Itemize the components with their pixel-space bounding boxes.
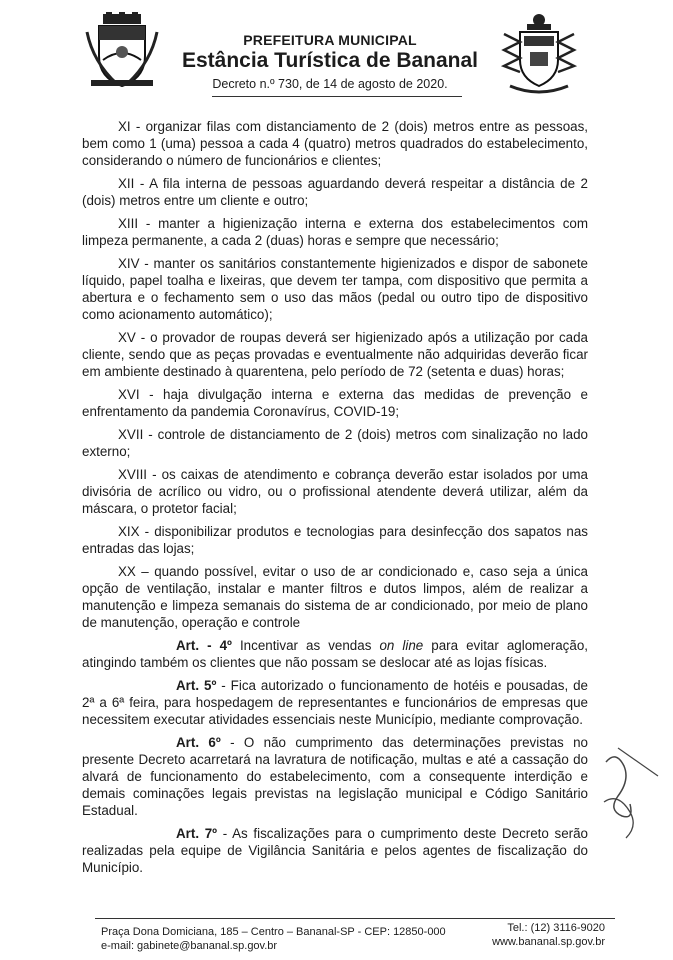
clause-xiii: XIII - manter a higienização interna e externa dos estabelecimentos com limpeza permanente, a cada 2 (duas) horas e sempre que necessário; bbox=[82, 216, 588, 248]
clause-xv: XV - o provador de roupas deverá ser higienizado após a utilização por cada cliente, sendo que as peças provadas e eventualmente não adquiridas deverão ficar em ambiente destinado à quarentena, pelo período de 72 (setenta e duas) horas; bbox=[82, 330, 588, 379]
article-7 bbox=[82, 825, 588, 876]
clause-xi: XI - organizar filas com distanciamento de 2 (dois) metros entre as pessoas, bem como 1 (uma) pessoa a cada 4 (quatro) metros quadrados do estabelecimento, considerando o número de funcionários e clientes; bbox=[82, 119, 588, 168]
clause-xvi: XVI - haja divulgação interna e externa das medidas de prevenção e enfrentamento da pandemia Coronavírus, COVID-19; bbox=[82, 387, 588, 419]
clause-xii: XII - A fila interna de pessoas aguardando deverá respeitar a distância de 2 (dois) metros entre um cliente e outro; bbox=[82, 176, 588, 208]
handwritten-signature-icon bbox=[598, 742, 668, 842]
header-subtitle: Estância Turística de Bananal bbox=[181, 49, 479, 72]
clause-xiv: XIV - manter os sanitários constantemente higienizados e dispor de sabonete líquido, papel toalha e lixeiras, que devem ter tampa, com dispositivo que permita a abertura e o fechamento sem o uso das mãos (pedal ou outro tipo de dispositivo como acionamento automático); bbox=[82, 256, 588, 322]
clause-xviii: XVIII - os caixas de atendimento e cobrança deverão estar isolados por uma divisória de acrílico ou vidro, ou o profissional atendente deverá utilizar, além da máscara, o protetor facial; bbox=[82, 467, 588, 516]
article-4-italic: on line bbox=[379, 638, 424, 653]
article-5 bbox=[82, 677, 588, 728]
header-title: PREFEITURA MUNICIPAL bbox=[243, 32, 417, 48]
article-5-text: - Fica autorizado o funcionamento de hotéis e pousadas, de 2ª a 6ª feira, para hospedagem de representantes e funcionários de empresas que necessitem executar atividades essenciais neste Município, mediante comprovação. bbox=[82, 678, 589, 727]
article-5-label: Art. 5º bbox=[176, 678, 217, 693]
decree-body bbox=[82, 118, 588, 882]
clause-xx: XX – quando possível, evitar o uso de ar condicionado e, caso seja a única opção de ventilação, instalar e manter filtros e dutos limpos, além de realizar a manutenção e limpeza semanais do sistema de ar condicionado, por meio de plano de manutenção, operação e controle bbox=[82, 564, 588, 630]
article-4 bbox=[82, 637, 588, 671]
footer-email: e-mail: gabinete@bananal.sp.gov.br bbox=[101, 940, 278, 952]
article-6-text: - O não cumprimento das determinações previstas no presente Decreto acarretará na lavratura de notificação, multas e até a cassação do alvará de funcionamento do estabelecimento, com a consequente interdição e demais cominações legais previstas na legislação municipal e Código Sanitário Estadual. bbox=[82, 735, 588, 818]
article-7-label: Art. 7º bbox=[176, 826, 218, 841]
article-7-text: - As fiscalizações para o cumprimento deste Decreto serão realizadas pela equipe de Vigilância Sanitária e pelos agentes de fiscalização do Município. bbox=[82, 826, 588, 875]
letterhead bbox=[0, 0, 673, 100]
footer-phone: Tel.: (12) 3116-9020 bbox=[507, 922, 605, 934]
clause-xvii: XVII - controle de distanciamento de 2 (dois) metros com sinalização no lado externo; bbox=[82, 427, 588, 459]
state-coat-of-arms-icon bbox=[500, 12, 578, 97]
page-footer bbox=[95, 918, 615, 954]
footer-divider bbox=[95, 918, 615, 919]
footer-address: Praça Dona Domiciana, 185 – Centro – Bananal-SP - CEP: 12850-000 bbox=[101, 926, 446, 938]
article-6-label: Art. 6º bbox=[176, 735, 221, 750]
article-4-label: Art. - 4º bbox=[176, 638, 232, 653]
decree-reference: Decreto n.º 730, de 14 de agosto de 2020. bbox=[212, 77, 448, 91]
header-divider bbox=[212, 96, 462, 97]
clause-xix: XIX - disponibilizar produtos e tecnologias para desinfecção dos sapatos nas entradas das lojas; bbox=[82, 524, 588, 556]
footer-website: www.bananal.sp.gov.br bbox=[492, 936, 605, 948]
article-4-text-after: para evitar aglomeração, atingindo também os clientes que não possam se deslocar até as lojas físicas. bbox=[82, 638, 588, 670]
municipal-coat-of-arms-icon bbox=[85, 12, 159, 90]
article-6 bbox=[82, 734, 588, 819]
article-4-text-before: Incentivar as vendas bbox=[231, 638, 380, 653]
